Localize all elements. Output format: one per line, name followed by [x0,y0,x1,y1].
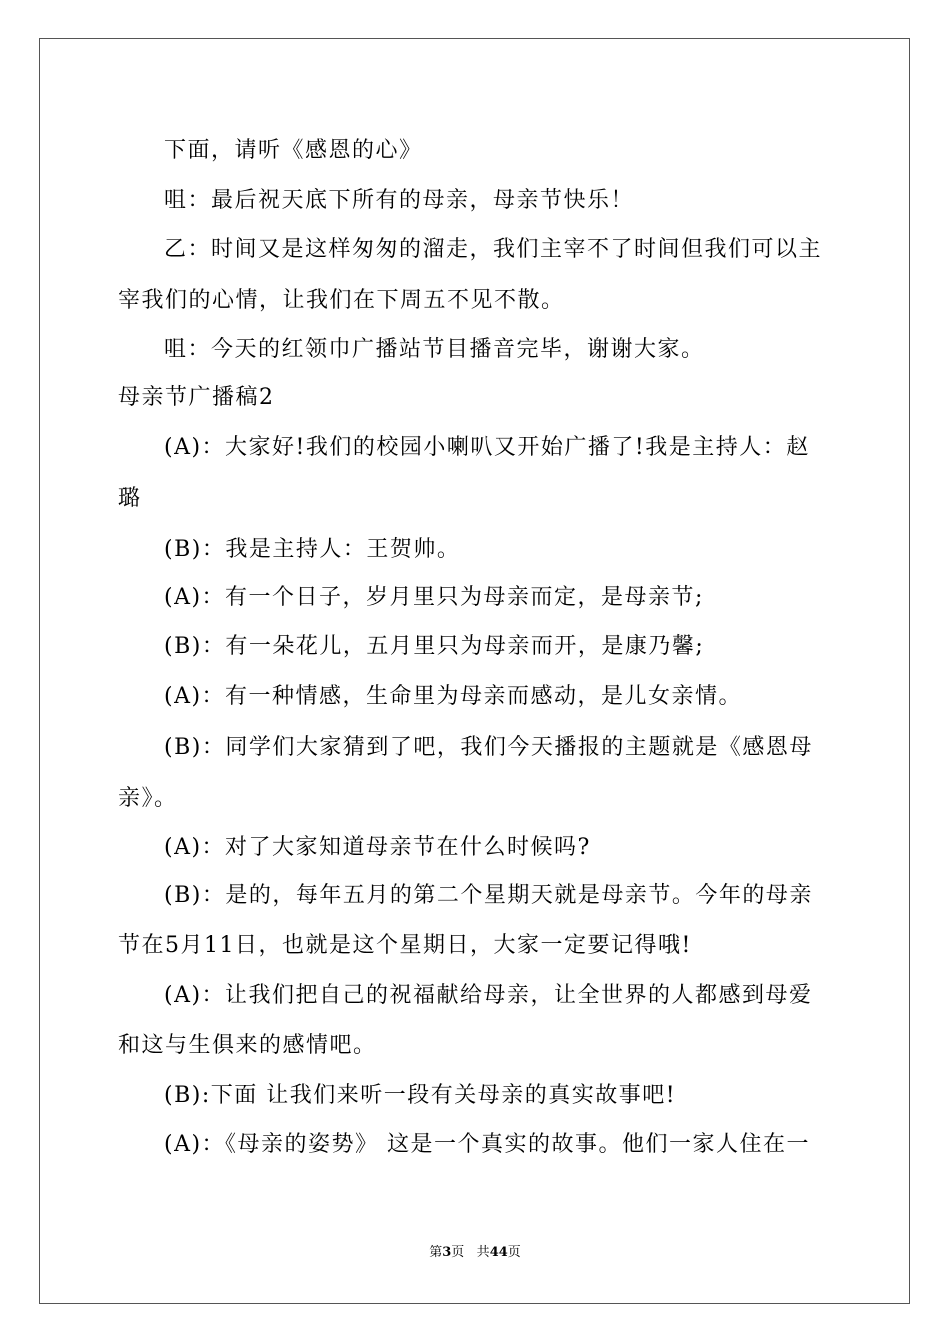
total-suffix: 页 [507,1245,521,1260]
text-line: (A)：大家好!我们的校园小喇叭又开始广播了!我是主持人：赵 [164,435,810,460]
page-number: 3 [442,1245,452,1260]
text-line: (B)：是的，每年五月的第二个星期天就是母亲节。今年的母亲 [164,883,813,908]
text-line: 宰我们的心情，让我们在下周五不见不散。 [118,288,565,313]
text-line: (B)：有一朵花儿，五月里只为母亲而开，是康乃馨; [164,634,705,659]
text-line: 亲》。 [118,786,178,811]
total-pages: 44 [489,1245,508,1260]
text-line: 节在5月11日，也就是这个星期日，大家一定要记得哦! [118,933,692,958]
text-line: (A)：有一个日子，岁月里只为母亲而定，是母亲节; [164,585,704,610]
text-line: (A)：《母亲的姿势》 这是一个真实的故事。他们一家人住在一 [164,1132,811,1157]
text-line: 和这与生俱来的感情吧。 [118,1033,377,1058]
page-border [39,38,910,1304]
text-line: (B)：我是主持人：王贺帅。 [164,537,461,562]
text-line: (A)：对了大家知道母亲节在什么时候吗? [164,835,591,860]
text-line: (A)：让我们把自己的祝福献给母亲，让全世界的人都感到母爱 [164,983,813,1008]
text-line: 璐 [118,486,142,511]
total-prefix: 共 [476,1245,490,1260]
text-line: 咀：最后祝天底下所有的母亲，母亲节快乐！ [164,188,635,213]
text-line: (B)：同学们大家猜到了吧，我们今天播报的主题就是《感恩母 [164,735,813,760]
text-line: (B):下面 让我们来听一段有关母亲的真实故事吧! [164,1083,677,1108]
text-line: (A)：有一种情感，生命里为母亲而感动，是儿女亲情。 [164,684,743,709]
page-footer [0,1245,950,1261]
section-heading: 母亲节广播稿2 [118,385,275,410]
page-prefix: 第 [429,1245,443,1260]
text-line: 乙：时间又是这样匆匆的溜走，我们主宰不了时间但我们可以主 [164,237,823,262]
text-line: 咀：今天的红领巾广播站节目播音完毕，谢谢大家。 [164,337,705,362]
text-line: 下面，请听《感恩的心》 [164,138,423,163]
page-suffix: 页 [451,1245,465,1260]
